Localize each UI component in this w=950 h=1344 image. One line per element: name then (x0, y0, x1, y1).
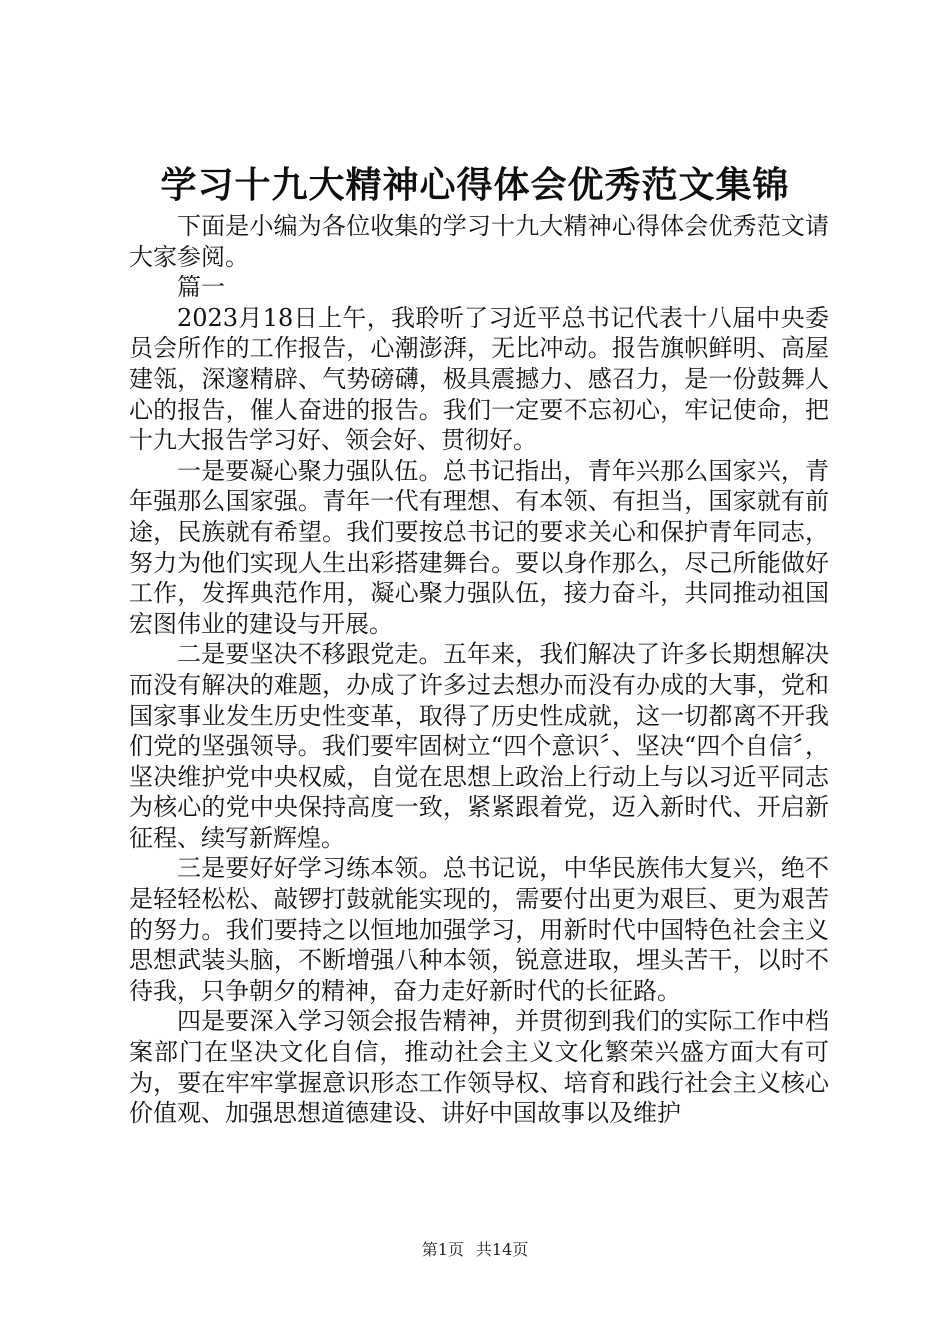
paragraph-intro: 下面是小编为各位收集的学习十九大精神心得体会优秀范文请大家参阅。 (129, 212, 829, 271)
paragraph-1: 2023月18日上午，我聆听了习近平总书记代表十八届中央委员会所作的工作报告，心潮澎湃，无比冲动。报告旗帜鲜明、高屋建瓴，深邃精辟、气势磅礴，极具震撼力、感召力，是一份鼓舞人心的报告，催人奋进的报告。我们一定要不忘初心，牢记使命，把十九大报告学习好、领会好、贯彻好。 (129, 303, 829, 455)
document-title: 学习十九大精神心得体会优秀范文集锦 (160, 164, 790, 206)
paragraph-4: 三是要好好学习练本领。总书记说，中华民族伟大复兴，绝不是轻轻松松、敲锣打鼓就能实现的，需要付出更为艰巨、更为艰苦的努力。我们要持之以恒地加强学习，用新时代中国特色社会主义思想武装头脑，不断增强八种本领，锐意进取，埋头苦干，以时不待我，只争朝夕的精神，奋力走好新时代的长征路。 (129, 854, 829, 1005)
paragraph-5: 四是要深入学习领会报告精神，并贯彻到我们的实际工作中档案部门在坚决文化自信，推动社会主义文化繁荣兴盛方面大有可为，要在牢牢掌握意识形态工作领导权、培育和践行社会主义核心价值观、加强思想道德建设、讲好中国故事以及维护 (129, 1007, 829, 1128)
document-body (129, 211, 829, 1129)
paragraph-2: 一是要凝心聚力强队伍。总书记指出，青年兴那么国家兴，青年强那么国家强。青年一代有理想、有本领、有担当，国家就有前途，民族就有希望。我们要按总书记的要求关心和保护青年同志，努力为他们实现人生出彩搭建舞台。要以身作那么，尽己所能做好工作，发挥典范作用，凝心聚力强队伍，接力奋斗，共同推动祖国宏图伟业的建设与开展。 (129, 456, 829, 638)
page-number: 第1页 (421, 1240, 464, 1259)
paragraph-3: 二是要坚决不移跟党走。五年来，我们解决了许多长期想解决而没有解决的难题，办成了许多过去想办而没有办成的大事，党和国家事业发生历史性变革，取得了历史性成就，这一切都离不开我们党的坚强领导。我们要牢固树立“四个意识〞、坚决“四个自信〞，坚决维护党中央权威，自觉在思想上政治上行动上与以习近平同志为核心的党中央保持高度一致，紧紧跟着党，迈入新时代、开启新征程、续写新辉煌。 (129, 640, 829, 852)
paragraph-section-heading: 篇一 (177, 273, 225, 302)
page-footer (0, 1239, 950, 1261)
page-total: 共14页 (475, 1240, 529, 1259)
